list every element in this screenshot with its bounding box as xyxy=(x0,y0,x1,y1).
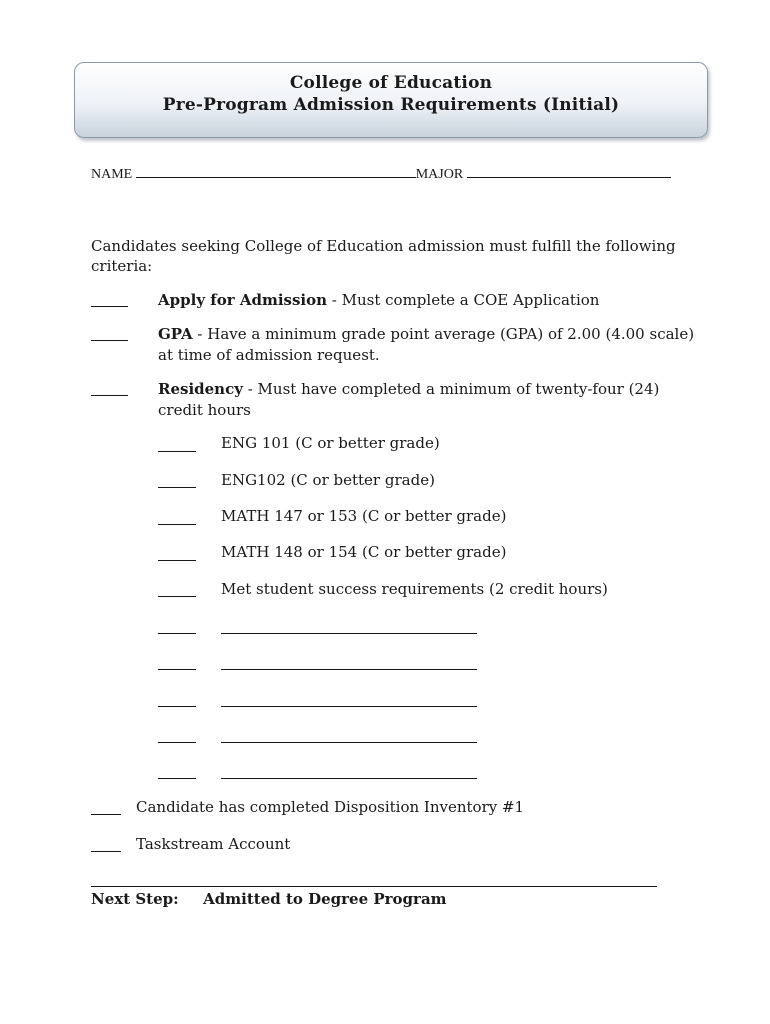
next-step xyxy=(91,890,447,908)
criteria-checkbox-application[interactable] xyxy=(91,305,128,307)
course-item: Met student success requirements (2 credit hours) xyxy=(221,580,608,598)
criteria-text: - Must complete a COE Application xyxy=(327,291,600,309)
criteria-title: Apply for Admission xyxy=(158,291,328,309)
blank-course-checkbox[interactable] xyxy=(158,777,196,779)
blank-course-field[interactable] xyxy=(221,632,477,634)
criteria-application xyxy=(158,290,599,311)
criteria-title: Residency xyxy=(158,380,243,398)
criteria-title: GPA xyxy=(158,325,193,343)
major-label: MAJOR xyxy=(415,167,464,182)
intro-text: Candidates seeking College of Education admission must fulfill the following criteria: xyxy=(91,237,676,275)
blank-course-field[interactable] xyxy=(221,777,477,779)
criteria-text: - Must have completed a minimum of twenty-four (24) xyxy=(242,380,660,398)
course-item: MATH 147 or 153 (C or better grade) xyxy=(221,507,507,525)
name-label: NAME xyxy=(91,167,133,182)
blank-course-checkbox[interactable] xyxy=(158,705,196,707)
blank-course-field[interactable] xyxy=(221,741,477,743)
course-item: MATH 148 or 154 (C or better grade) xyxy=(221,543,507,561)
page-title: College of Education xyxy=(289,73,493,93)
course-checkbox[interactable] xyxy=(158,486,196,488)
course-checkbox[interactable] xyxy=(158,595,196,597)
page-subtitle: Pre-Program Admission Requirements (Initial) xyxy=(162,95,620,115)
name-field[interactable] xyxy=(136,165,416,178)
next-step-value: Admitted to Degree Program xyxy=(203,890,447,908)
criteria-checkbox-residency[interactable] xyxy=(91,394,128,396)
header-box xyxy=(74,62,708,138)
criteria-residency-line2: credit hours xyxy=(158,401,251,419)
blank-course-checkbox[interactable] xyxy=(158,741,196,743)
major-field[interactable] xyxy=(467,165,671,178)
criteria-gpa xyxy=(158,324,694,345)
blank-course-checkbox[interactable] xyxy=(158,668,196,670)
course-item: ENG102 (C or better grade) xyxy=(221,471,435,489)
criteria-residency xyxy=(158,379,659,400)
blank-course-field[interactable] xyxy=(221,705,477,707)
disposition-checkbox[interactable] xyxy=(91,813,121,815)
criteria-checkbox-gpa[interactable] xyxy=(91,339,128,341)
taskstream-checkbox[interactable] xyxy=(91,850,121,852)
blank-course-field[interactable] xyxy=(221,668,477,670)
course-checkbox[interactable] xyxy=(158,450,196,452)
criteria-text: - Have a minimum grade point average (GPA) of 2.00 (4.00 scale) xyxy=(192,325,695,343)
criteria-gpa-line2: at time of admission request. xyxy=(158,346,380,364)
divider xyxy=(91,886,657,887)
next-step-label: Next Step: xyxy=(91,890,179,908)
course-checkbox[interactable] xyxy=(158,559,196,561)
disposition-item: Candidate has completed Disposition Inventory #1 xyxy=(136,798,525,816)
course-checkbox[interactable] xyxy=(158,523,196,525)
name-major-row xyxy=(91,165,671,183)
taskstream-item: Taskstream Account xyxy=(136,835,291,853)
blank-course-checkbox[interactable] xyxy=(158,632,196,634)
course-item: ENG 101 (C or better grade) xyxy=(221,434,440,452)
